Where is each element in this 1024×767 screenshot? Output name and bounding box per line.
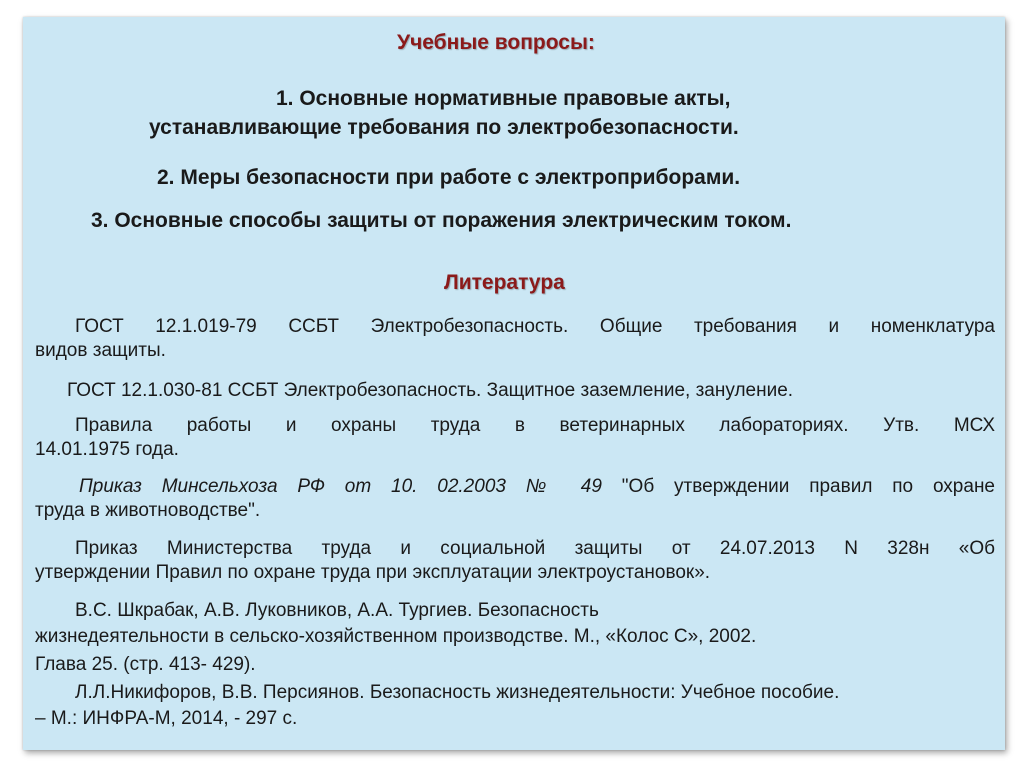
literature-item-2: ГОСТ 12.1.030-81 ССБТ Электробезопасность. Защитное заземление, зануление. xyxy=(67,380,794,401)
literature-item-6-line-3: Глава 25. (стр. 413- 429). xyxy=(35,654,256,675)
literature-heading: Литература xyxy=(444,271,565,294)
literature-item-6-line-2: жизнедеятельности в сельско-хозяйственном производстве. М., «Колос С», 2002. xyxy=(35,626,757,647)
literature-item-5-line-2: утверждении Правил по охране труда при эксплуатации электроустановок». xyxy=(35,562,711,583)
literature-item-4 xyxy=(35,475,995,523)
slide xyxy=(23,17,1005,750)
literature-item-4-line-2: труда в животноводстве". xyxy=(35,500,261,521)
literature-item-5 xyxy=(35,537,995,585)
literature-item-5-line-1: Приказ Министерства труда и социальной защиты от 24.07.2013 N 328н «Об xyxy=(75,538,995,559)
literature-item-4-italic: Приказ Минсельхоза РФ от 10. 02.2003 № 49 xyxy=(79,476,602,497)
literature-item-1 xyxy=(35,315,995,363)
literature-item-7-line-1: Л.Л.Никифоров, В.В. Персиянов. Безопасность жизнедеятельности: Учебное пособие. xyxy=(75,682,840,703)
question-1-line-1: 1. Основные нормативные правовые акты, xyxy=(276,87,731,110)
question-1-line-2: устанавливающие требования по электробезопасности. xyxy=(149,116,739,139)
question-2: 2. Меры безопасности при работе с электроприборами. xyxy=(157,166,741,189)
literature-item-1-line-1: ГОСТ 12.1.019-79 ССБТ Электробезопасность. Общие требования и номенклатура xyxy=(75,316,995,337)
literature-item-3-line-1: Правила работы и охраны труда в ветеринарных лабораториях. Утв. МСХ xyxy=(75,415,995,436)
slide-title: Учебные вопросы: xyxy=(397,31,595,54)
literature-item-4-line-1-rest: "Об утверждении правил по охране xyxy=(621,476,996,497)
literature-item-3-line-2: 14.01.1975 года. xyxy=(35,439,179,460)
literature-item-3 xyxy=(35,414,995,462)
literature-item-6-line-1: В.С. Шкрабак, А.В. Луковников, А.А. Тургиев. Безопасность xyxy=(75,600,599,621)
literature-item-7-line-2: – М.: ИНФРА-М, 2014, - 297 с. xyxy=(35,708,298,729)
literature-item-1-line-2: видов защиты. xyxy=(35,340,166,361)
question-3: 3. Основные способы защиты от поражения электрическим током. xyxy=(91,209,792,232)
literature-item-4-line-1 xyxy=(35,475,995,499)
